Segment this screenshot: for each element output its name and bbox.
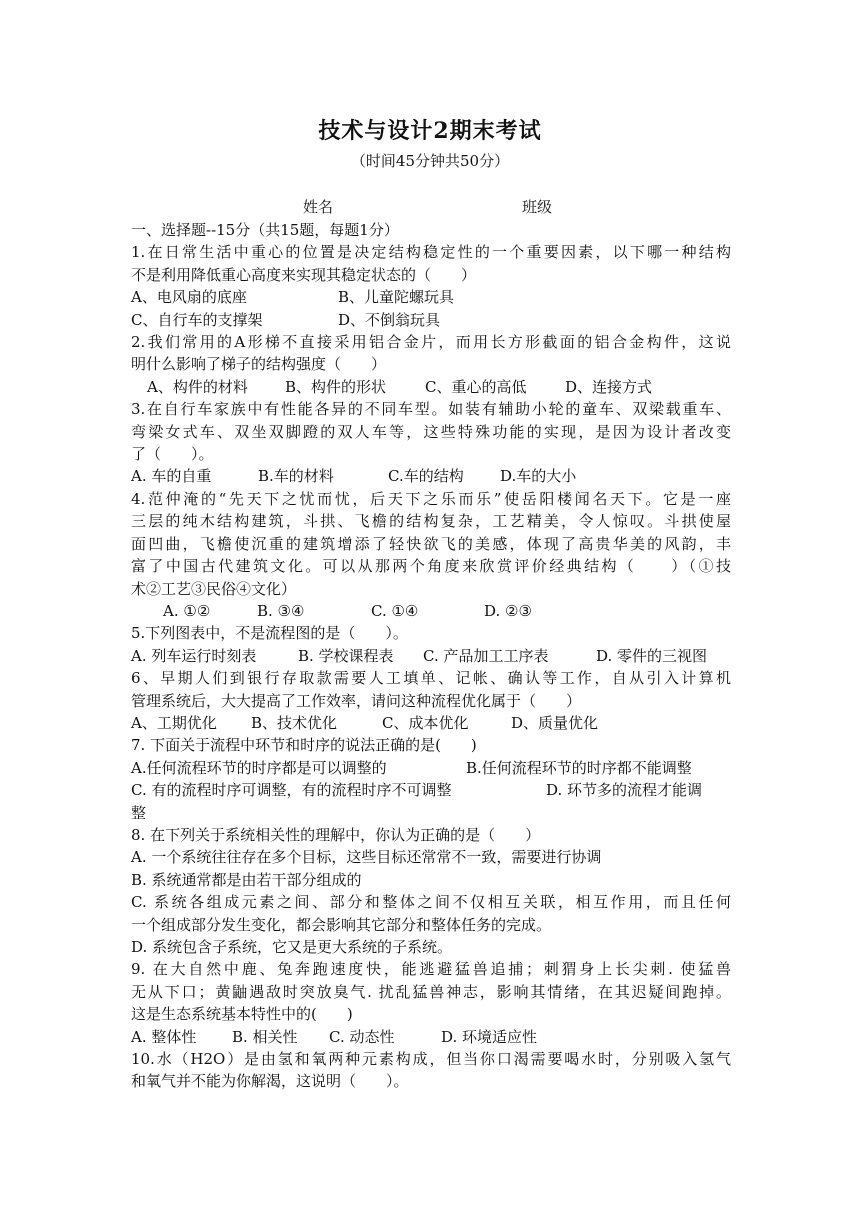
option-row: [131, 376, 731, 398]
section-heading: 一、选择题--15分（共15题，每题1分）: [131, 221, 399, 239]
option-row: [131, 645, 731, 667]
question-stem-line: 了（ ）。: [131, 445, 214, 464]
question-stem-line: 三层的纯木结构建筑，斗拱、飞檐的结构复杂，工艺精美，令人惊叹。斗拱使屋: [131, 512, 731, 531]
question-stem-line: 富了中国古代建筑文化。可以从那两个角度来欣赏评价经典结构（ ）（①技: [131, 557, 731, 576]
option-d[interactable]: D. 系统包含子系统，它又是更大系统的子系统。: [131, 938, 453, 956]
question-9: [131, 958, 731, 1048]
question-stem-line: 面凹曲，飞檐使沉重的建筑增添了轻快欲飞的美感，体现了高贵华美的风韵，丰: [131, 534, 731, 553]
option-d[interactable]: D.车的大小: [500, 467, 577, 486]
question-stem-line: 不是利用降低重心高度来实现其稳定状态的（ ）: [131, 265, 477, 284]
question-stem-line: 无从下口；黄鼬遇敌时突放臭气. 扰乱猛兽神志，影响其情绪，在其迟疑间跑掉。: [131, 982, 731, 1001]
option-a[interactable]: A. 整体性: [131, 1027, 197, 1046]
question-stem-line: 7. 下面关于流程中环节和时序的说法正确的是( ): [131, 736, 477, 755]
question-10: [131, 1048, 731, 1093]
option-d[interactable]: D、质量优化: [511, 713, 599, 732]
option-a[interactable]: A、构件的材料: [147, 377, 248, 396]
option-c[interactable]: C、自行车的支撑架: [131, 310, 263, 329]
question-1: [131, 241, 731, 331]
question-stem-line: 10.水（H2O）是由氢和氧两种元素构成，但当你口渴需要喝水时，分别吸入氢气: [131, 1050, 731, 1069]
option-b[interactable]: B、儿童陀螺玩具: [338, 288, 455, 307]
option-a[interactable]: A.任何流程环节的时序都是可以调整的: [131, 758, 387, 777]
option-row: [131, 779, 731, 801]
option-d[interactable]: D、连接方式: [565, 377, 653, 396]
option-row: [131, 286, 731, 308]
option-b[interactable]: B. 学校课程表: [298, 646, 394, 665]
question-stem-line: 4.范仲淹的“先天下之忧而忧，后天下之乐而乐”使岳阳楼闻名天下。它是一座: [131, 489, 731, 508]
option-c[interactable]: C. 系统各组成元素之间、部分和整体之间不仅相互关联，相互作用，而且任何: [131, 893, 731, 912]
question-list: [131, 219, 731, 1093]
option-c[interactable]: C.车的结构: [388, 467, 464, 486]
question-stem-line: 和氧气并不能为你解渴，这说明（ ）。: [131, 1072, 409, 1091]
question-stem-line: 这是生态系统基本特性中的( ): [131, 1005, 353, 1024]
option-c-continuation: 一个组成部分发生变化，都会影响其它部分和整体任务的完成。: [131, 915, 552, 934]
exam-title: 技术与设计2期末考试: [318, 118, 542, 144]
option-d[interactable]: D. 零件的三视图: [596, 646, 708, 665]
question-2: [131, 331, 731, 398]
option-d[interactable]: D. 环节多的流程才能调: [546, 781, 703, 800]
question-6: [131, 667, 731, 734]
option-b[interactable]: B. 相关性: [232, 1027, 298, 1046]
option-row: [131, 465, 731, 487]
question-stem-line: 2.我们常用的A形梯不直接采用铝合金片，而用长方形截面的铝合金构件，这说: [131, 333, 731, 352]
option-a[interactable]: A. 车的自重: [131, 467, 212, 486]
question-stem-line: 管理系统后，大大提高了工作效率，请问这种流程优化属于（ ）: [131, 691, 582, 710]
option-b[interactable]: B. ③④: [257, 601, 305, 620]
option-c[interactable]: C. 有的流程时序可调整，有的流程时序不可调整: [131, 781, 452, 800]
exam-subtitle: （时间45分钟共50分）: [350, 152, 510, 170]
question-stem-line: 明什么影响了梯子的结构强度（ ）: [131, 355, 387, 374]
question-3: [131, 398, 731, 488]
option-b[interactable]: B、构件的形状: [285, 377, 387, 396]
question-stem-line: 6、早期人们到银行存取款需要人工填单、记帐、确认等工作，自从引入计算机: [131, 669, 731, 688]
class-label: 班级: [522, 198, 553, 216]
name-label: 姓名: [303, 198, 334, 216]
option-b[interactable]: B.车的材料: [258, 467, 334, 486]
question-7: [131, 734, 731, 824]
option-row: [131, 600, 731, 622]
option-c[interactable]: C. 动态性: [329, 1027, 395, 1046]
option-c[interactable]: C、重心的高低: [425, 377, 527, 396]
option-d[interactable]: D、不倒翁玩具: [338, 310, 441, 329]
option-b[interactable]: B.任何流程环节的时序都不能调整: [466, 758, 692, 777]
question-stem-line: 术②工艺③民俗④文化）: [131, 579, 297, 598]
question-stem-line: 9. 在大自然中鹿、兔奔跑速度快，能逃避猛兽追捕；刺猬身上长尖刺. 使猛兽: [131, 960, 731, 979]
option-row: [131, 757, 731, 779]
option-row: [131, 1026, 731, 1048]
option-c[interactable]: C、成本优化: [382, 713, 469, 732]
option-b[interactable]: B. 系统通常都是由若干部分组成的: [131, 870, 362, 889]
option-c[interactable]: C. 产品加工工序表: [423, 646, 549, 665]
name-class-row: [0, 196, 860, 218]
option-a[interactable]: A. 列车运行时刻表: [131, 646, 257, 665]
option-a[interactable]: A. 一个系统往往存在多个目标，这些目标还常常不一致，需要进行协调: [131, 848, 602, 867]
question-stem-line: 弯梁女式车、双坐双脚蹬的双人车等，这些特殊功能的实现，是因为设计者改变: [131, 422, 731, 441]
option-d-continuation: 整: [131, 803, 147, 822]
option-c[interactable]: C. ①④: [371, 601, 419, 620]
question-8: [131, 824, 731, 958]
option-b[interactable]: B、技术优化: [251, 713, 338, 732]
option-a[interactable]: A、工期优化: [131, 713, 217, 732]
option-row: [131, 309, 731, 331]
question-4: [131, 488, 731, 622]
option-a[interactable]: A. ①②: [163, 601, 211, 620]
option-row: [131, 712, 731, 734]
question-stem-line: 1.在日常生活中重心的位置是决定结构稳定性的一个重要因素，以下哪一种结构: [131, 243, 731, 262]
option-a[interactable]: A、电风扇的底座: [131, 288, 247, 307]
question-stem-line: 5.下列图表中，不是流程图的是（ ）。: [131, 624, 408, 643]
question-5: [131, 622, 731, 667]
question-stem-line: 8. 在下列关于系统相关性的理解中，你认为正确的是（ ）: [131, 825, 541, 844]
option-d[interactable]: D. ②③: [484, 601, 532, 620]
option-d[interactable]: D. 环境适应性: [441, 1027, 538, 1046]
question-stem-line: 3.在自行车家族中有性能各异的不同车型。如装有辅助小轮的童车、双梁载重车、: [131, 400, 731, 419]
